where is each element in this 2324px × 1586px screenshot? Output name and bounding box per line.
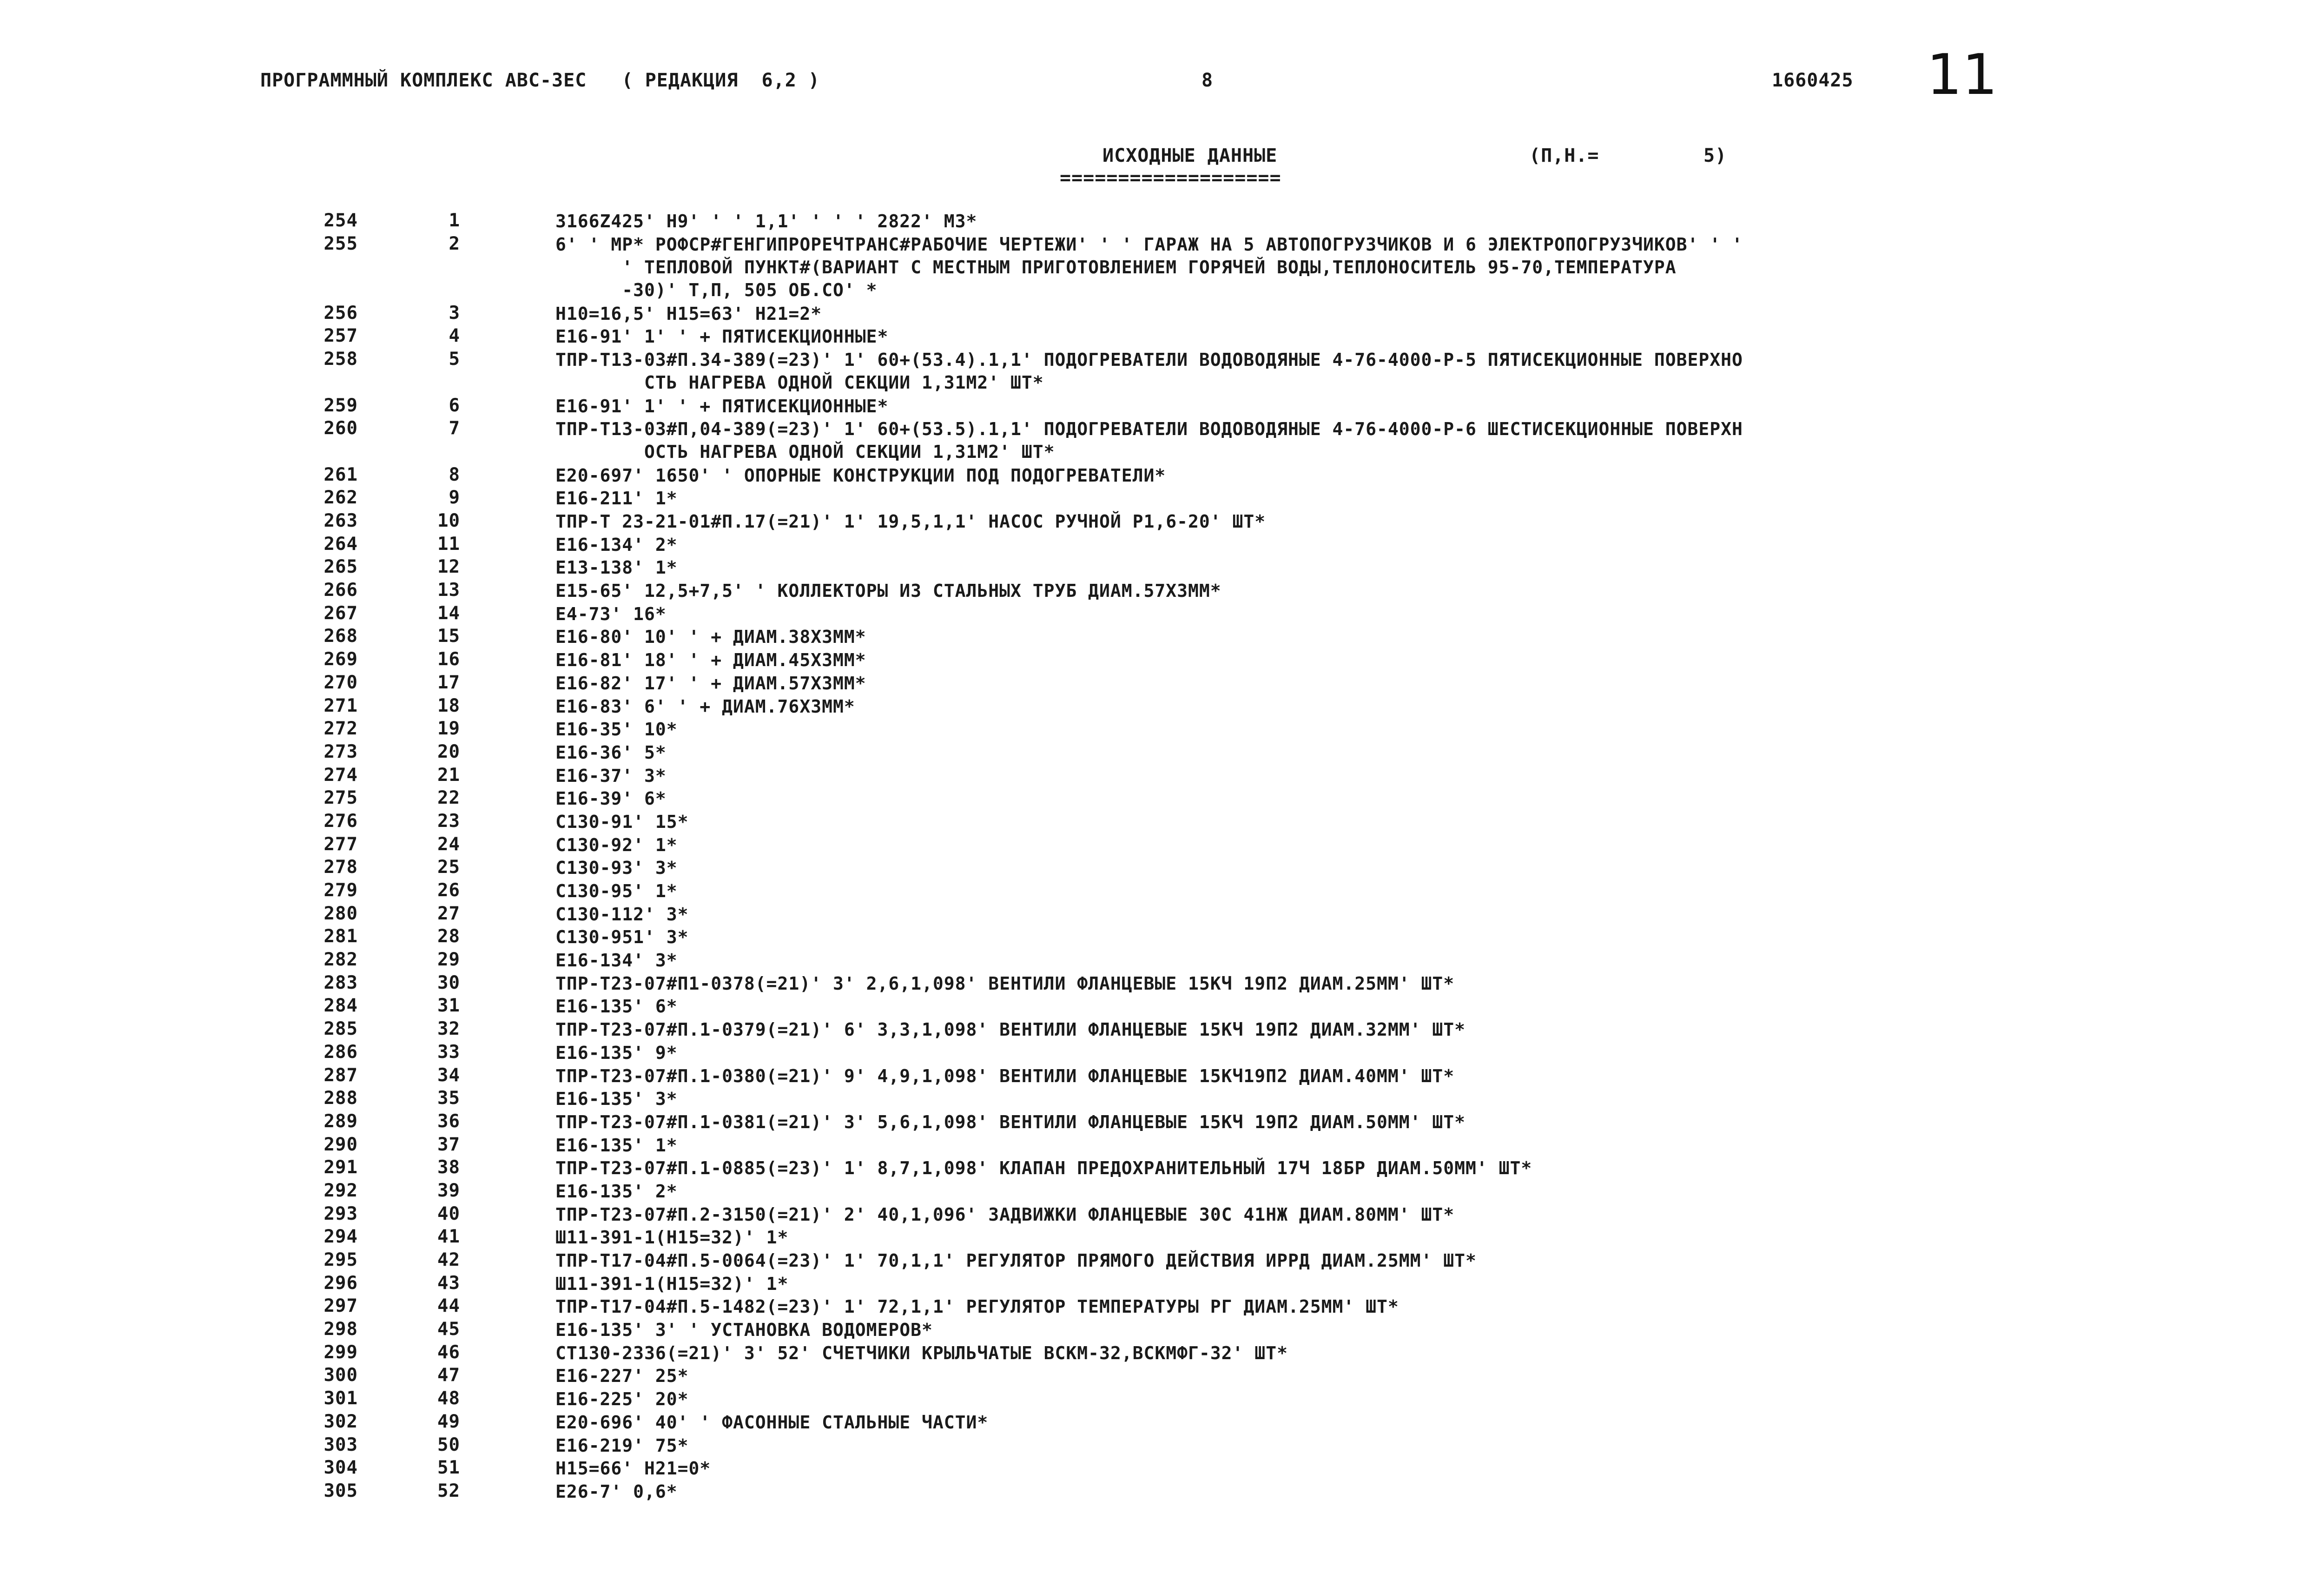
record-number: 47: [437, 1365, 460, 1386]
line-number: 270: [324, 672, 358, 693]
line-number: 298: [324, 1319, 358, 1340]
line-number: 265: [324, 556, 358, 578]
line-number: 273: [324, 741, 358, 762]
table-row: [0, 418, 2324, 464]
record-number: 16: [437, 649, 460, 670]
record-number: 52: [437, 1480, 460, 1501]
table-row: [0, 233, 2324, 303]
line-number: 292: [324, 1180, 358, 1201]
table-row: [0, 1273, 2324, 1296]
record-number: 37: [437, 1134, 460, 1155]
table-row: [0, 1457, 2324, 1480]
line-number: 299: [324, 1341, 358, 1363]
record-text: Е16-225' 20*: [555, 1389, 689, 1410]
record-text: ТПР-Т17-04#П.5-1482(=23)' 1' 72,1,1' РЕГУЛЯТОР ТЕМПЕРАТУРЫ РГ ДИАМ.25ММ' ШТ*: [555, 1296, 1399, 1317]
table-row: [0, 1480, 2324, 1504]
record-text: Е16-35' 10*: [555, 719, 678, 740]
table-row: [0, 1018, 2324, 1042]
record-number: 9: [449, 487, 460, 509]
table-row: [0, 395, 2324, 418]
table-row: [0, 1342, 2324, 1365]
record-number: 36: [437, 1110, 460, 1132]
table-row: [0, 1157, 2324, 1180]
table-row: [0, 603, 2324, 626]
table-row: [0, 880, 2324, 903]
line-number: 278: [324, 857, 358, 878]
table-row: [0, 464, 2324, 488]
line-number: 285: [324, 1018, 358, 1040]
record-text: Е16-81' 18' ' + ДИАМ.45Х3ММ*: [555, 650, 866, 671]
record-number: 4: [449, 325, 460, 347]
line-number: 271: [324, 695, 358, 716]
line-number: 276: [324, 810, 358, 832]
line-number: 304: [324, 1457, 358, 1479]
line-number: 269: [324, 649, 358, 670]
record-text: Е16-80' 10' ' + ДИАМ.38Х3ММ*: [555, 627, 866, 648]
record-number: 15: [437, 626, 460, 647]
table-row: [0, 487, 2324, 510]
record-number: 45: [437, 1319, 460, 1340]
record-text: Е16-135' 3*: [555, 1089, 678, 1110]
line-number: 288: [324, 1088, 358, 1109]
table-row: [0, 995, 2324, 1018]
table-row: [0, 787, 2324, 811]
line-number: 295: [324, 1249, 358, 1270]
record-number: 26: [437, 880, 460, 901]
line-number: 283: [324, 972, 358, 993]
table-row: [0, 1388, 2324, 1411]
line-number: 277: [324, 833, 358, 855]
record-number: 20: [437, 741, 460, 762]
record-text: Е16-219' 75*: [555, 1435, 689, 1456]
table-row: [0, 1226, 2324, 1249]
line-number: 263: [324, 510, 358, 531]
record-number: 6: [449, 395, 460, 416]
record-text: Е16-91' 1' ' + ПЯТИСЕКЦИОННЫЕ*: [555, 326, 889, 347]
record-number: 50: [437, 1434, 460, 1455]
table-row: [0, 1042, 2324, 1065]
line-number: 297: [324, 1295, 358, 1317]
table-row: [0, 325, 2324, 349]
record-text: Е16-227' 25*: [555, 1366, 689, 1387]
record-number: 32: [437, 1018, 460, 1040]
table-row: [0, 949, 2324, 972]
line-number: 272: [324, 718, 358, 740]
line-number: 302: [324, 1411, 358, 1432]
line-number: 284: [324, 995, 358, 1017]
table-row: [0, 926, 2324, 949]
record-text: ТПР-Т17-04#П.5-0064(=23)' 1' 70,1,1' РЕГУЛЯТОР ПРЯМОГО ДЕЙСТВИЯ ИРРД ДИАМ.25ММ' ШТ*: [555, 1250, 1477, 1271]
table-row: [0, 510, 2324, 534]
record-text: Е16-36' 5*: [555, 742, 667, 763]
table-row: [0, 534, 2324, 557]
record-text: С130-91' 15*: [555, 811, 689, 832]
record-text: Е16-135' 9*: [555, 1042, 678, 1063]
table-row: [0, 556, 2324, 580]
record-text: Е20-697' 1650' ' ОПОРНЫЕ КОНСТРУКЦИИ ПОД ПОДОГРЕВАТЕЛИ*: [555, 465, 1166, 486]
table-row: [0, 1203, 2324, 1227]
record-number: 39: [437, 1180, 460, 1201]
line-number: 294: [324, 1226, 358, 1248]
record-text: Е16-39' 6*: [555, 788, 667, 809]
record-text: Ш11-391-1(Н15=32)' 1*: [555, 1227, 789, 1248]
record-text: Е16-37' 3*: [555, 765, 667, 786]
record-number: 42: [437, 1249, 460, 1270]
table-row: [0, 303, 2324, 326]
table-row: [0, 1088, 2324, 1111]
table-row: [0, 1180, 2324, 1203]
record-number: 8: [449, 464, 460, 485]
line-number: 281: [324, 926, 358, 947]
record-number: 5: [449, 349, 460, 370]
record-number: 12: [437, 556, 460, 578]
line-number: 258: [324, 349, 358, 370]
record-text: Е15-65' 12,5+7,5' ' КОЛЛЕКТОРЫ ИЗ СТАЛЬНЫХ ТРУБ ДИАМ.57Х3ММ*: [555, 581, 1221, 601]
record-text: С130-95' 1*: [555, 881, 678, 901]
table-row: [0, 1065, 2324, 1088]
table-row: [0, 972, 2324, 996]
record-number: 3: [449, 302, 460, 324]
line-number: 274: [324, 764, 358, 786]
table-row: [0, 580, 2324, 603]
record-number: 34: [437, 1064, 460, 1086]
line-number: 290: [324, 1134, 358, 1155]
table-row: [0, 765, 2324, 788]
record-text: Е16-135' 6*: [555, 996, 678, 1017]
record-text: Е16-91' 1' ' + ПЯТИСЕКЦИОННЫЕ*: [555, 396, 889, 416]
record-text: Е16-82' 17' ' + ДИАМ.57Х3ММ*: [555, 673, 866, 694]
record-text: ТПР-Т 23-21-01#П.17(=21)' 1' 19,5,1,1' НАСОС РУЧНОЙ Р1,6-20' ШТ*: [555, 511, 1266, 532]
pn-label: (П,Н.=: [1529, 145, 1599, 166]
table-row: [0, 834, 2324, 857]
line-number: 282: [324, 949, 358, 971]
record-number: 31: [437, 995, 460, 1017]
line-number: 303: [324, 1434, 358, 1455]
record-number: 35: [437, 1088, 460, 1109]
record-number: 41: [437, 1226, 460, 1248]
document-number: 1660425: [1772, 70, 1854, 91]
record-number: 28: [437, 926, 460, 947]
record-text: Н10=16,5' Н15=63' Н21=2*: [555, 303, 822, 324]
record-text: С130-951' 3*: [555, 927, 689, 948]
line-number: 266: [324, 580, 358, 601]
table-row: [0, 672, 2324, 695]
table-row: [0, 1134, 2324, 1157]
record-number: 48: [437, 1388, 460, 1409]
line-number: 291: [324, 1157, 358, 1178]
line-number: 268: [324, 626, 358, 647]
table-row: [0, 1434, 2324, 1458]
line-number: 259: [324, 395, 358, 416]
record-text: Е20-696' 40' ' ФАСОННЫЕ СТАЛЬНЫЕ ЧАСТИ*: [555, 1412, 989, 1433]
table-row: [0, 903, 2324, 926]
page-number: 8: [1202, 70, 1214, 91]
table-row: [0, 1295, 2324, 1319]
record-text: С130-93' 3*: [555, 858, 678, 879]
line-number: 300: [324, 1365, 358, 1386]
record-number: 25: [437, 857, 460, 878]
record-text: Е16-135' 1*: [555, 1135, 678, 1156]
record-text: ТПР-Т23-07#П.2-3150(=21)' 2' 40,1,096' ЗАДВИЖКИ ФЛАНЦЕВЫЕ 30С 41НЖ ДИАМ.80ММ' ШТ*: [555, 1204, 1455, 1225]
record-text: 3166Z425' Н9' ' ' 1,1' ' ' ' 2822' МЗ*: [555, 211, 977, 231]
record-number: 29: [437, 949, 460, 971]
record-number: 10: [437, 510, 460, 531]
line-number: 264: [324, 533, 358, 555]
record-number: 44: [437, 1295, 460, 1317]
table-row: [0, 1365, 2324, 1388]
record-text: СТ130-2336(=21)' 3' 52' СЧЕТЧИКИ КРЫЛЬЧАТЫЕ ВСКМ-32,ВСКМФГ-32' ШТ*: [555, 1342, 1288, 1363]
record-text: С130-92' 1*: [555, 834, 678, 855]
record-number: 1: [449, 210, 460, 231]
line-number: 275: [324, 787, 358, 809]
record-text: ТПР-Т23-07#П.1-0379(=21)' 6' 3,3,1,098' ВЕНТИЛИ ФЛАНЦЕВЫЕ 15КЧ 19П2 ДИАМ.32ММ' ШТ*: [555, 1019, 1466, 1040]
line-number: 255: [324, 233, 358, 254]
table-row: [0, 1411, 2324, 1434]
record-number: 49: [437, 1411, 460, 1432]
record-number: 7: [449, 418, 460, 439]
record-number: 33: [437, 1041, 460, 1063]
record-text: ТПР-Т23-07#П.1-0885(=23)' 1' 8,7,1,098' КЛАПАН ПРЕДОХРАНИТЕЛЬНЫЙ 17Ч 18БР ДИАМ.50ММ' ШТ*: [555, 1158, 1532, 1179]
table-row: [0, 349, 2324, 395]
table-row: [0, 695, 2324, 719]
record-number: 22: [437, 787, 460, 809]
line-number: 260: [324, 418, 358, 439]
line-number: 254: [324, 210, 358, 231]
record-text: Е26-7' 0,6*: [555, 1481, 678, 1502]
record-text: Ш11-391-1(Н15=32)' 1*: [555, 1273, 789, 1294]
program-header: ПРОГРАММНЫЙ КОМПЛЕКС АВС-ЗЕС ( РЕДАКЦИЯ 6,2 ): [260, 70, 820, 91]
data-listing: [0, 210, 2324, 1504]
line-number: 257: [324, 325, 358, 347]
table-row: [0, 1319, 2324, 1342]
record-text: Е16-211' 1*: [555, 488, 678, 509]
record-text: Е16-134' 2*: [555, 534, 678, 555]
record-number: 11: [437, 533, 460, 555]
line-number: 296: [324, 1272, 358, 1294]
line-number: 256: [324, 302, 358, 324]
line-number: 262: [324, 487, 358, 509]
handwritten-page-number: 11: [1927, 43, 1998, 107]
line-number: 261: [324, 464, 358, 485]
record-number: 14: [437, 602, 460, 624]
record-text: ТПР-Т23-07#П.1-0380(=21)' 9' 4,9,1,098' ВЕНТИЛИ ФЛАНЦЕВЫЕ 15КЧ19П2 ДИАМ.40ММ' ШТ*: [555, 1065, 1455, 1086]
table-row: [0, 741, 2324, 765]
record-number: 19: [437, 718, 460, 740]
line-number: 280: [324, 903, 358, 924]
line-number: 286: [324, 1041, 358, 1063]
record-text: Е13-138' 1*: [555, 557, 678, 578]
table-row: [0, 718, 2324, 741]
record-number: 21: [437, 764, 460, 786]
record-text: Е16-135' 3' ' УСТАНОВКА ВОДОМЕРОВ*: [555, 1320, 933, 1341]
line-number: 293: [324, 1203, 358, 1224]
record-text: Е16-134' 3*: [555, 950, 678, 971]
record-number: 30: [437, 972, 460, 993]
record-text: Е4-73' 16*: [555, 603, 667, 624]
table-row: [0, 210, 2324, 233]
title-underline: ===================: [1060, 167, 1281, 189]
record-number: 13: [437, 580, 460, 601]
record-text: 6' ' МР* РОФСР#ГЕНГИПРОРЕЧТРАНС#РАБОЧИЕ ЧЕРТЕЖИ' ' ' ГАРАЖ НА 5 АВТОПОГРУЗЧИКОВ И 6 ЭЛЕКТРОПОГРУЗЧИКОВ' ' ' ' ТЕПЛОВОЙ ПУНКТ#(ВАРИАНТ С МЕСТНЫМ ПРИГОТОВЛЕНИЕМ ГОРЯЧЕЙ ВОДЫ,ТЕПЛОНОСИТЕЛЬ 95-70,ТЕМПЕРАТУРА -30)' Т,П, 505 ОБ.СО' *: [555, 234, 1743, 300]
record-text: ТПР-Т23-07#П.1-0381(=21)' 3' 5,6,1,098' ВЕНТИЛИ ФЛАНЦЕВЫЕ 15КЧ 19П2 ДИАМ.50ММ' ШТ*: [555, 1111, 1466, 1132]
table-row: [0, 626, 2324, 649]
table-row: [0, 649, 2324, 672]
record-text: Е16-83' 6' ' + ДИАМ.76Х3ММ*: [555, 696, 855, 717]
line-number: 301: [324, 1388, 358, 1409]
line-number: 289: [324, 1110, 358, 1132]
record-text: ТПР-Т13-03#П.34-389(=23)' 1' 60+(53.4).1,1' ПОДОГРЕВАТЕЛИ ВОДОВОДЯНЫЕ 4-76-4000-Р-5 ПЯТИСЕКЦИОННЫЕ ПОВЕРХНО СТЬ НАГРЕВА ОДНОЙ СЕКЦИИ 1,31М2' ШТ*: [555, 350, 1743, 393]
record-number: 38: [437, 1157, 460, 1178]
record-number: 23: [437, 810, 460, 832]
record-number: 18: [437, 695, 460, 716]
record-number: 2: [449, 233, 460, 254]
table-row: [0, 857, 2324, 880]
record-number: 46: [437, 1341, 460, 1363]
record-number: 40: [437, 1203, 460, 1224]
record-number: 17: [437, 672, 460, 693]
record-number: 43: [437, 1272, 460, 1294]
table-row: [0, 1111, 2324, 1134]
record-text: ТПР-Т23-07#П1-0378(=21)' 3' 2,6,1,098' ВЕНТИЛИ ФЛАНЦЕВЫЕ 15КЧ 19П2 ДИАМ.25ММ' ШТ*: [555, 973, 1455, 994]
record-text: ТПР-Т13-03#П,04-389(=23)' 1' 60+(53.5).1,1' ПОДОГРЕВАТЕЛИ ВОДОВОДЯНЫЕ 4-76-4000-Р-6 ШЕСТИСЕКЦИОННЫЕ ПОВЕРХН ОСТЬ НАГРЕВА ОДНОЙ СЕКЦИИ 1,31М2' ШТ*: [555, 419, 1743, 463]
line-number: 279: [324, 880, 358, 901]
line-number: 287: [324, 1064, 358, 1086]
record-number: 27: [437, 903, 460, 924]
section-title: ИСХОДНЫЕ ДАННЫЕ: [1103, 145, 1278, 166]
pn-value: 5): [1703, 145, 1727, 166]
table-row: [0, 811, 2324, 834]
line-number: 267: [324, 602, 358, 624]
record-text: Н15=66' Н21=0*: [555, 1458, 711, 1479]
line-number: 305: [324, 1480, 358, 1501]
record-number: 24: [437, 833, 460, 855]
record-number: 51: [437, 1457, 460, 1479]
record-text: Е16-135' 2*: [555, 1181, 678, 1202]
table-row: [0, 1249, 2324, 1273]
record-text: С130-112' 3*: [555, 904, 689, 925]
